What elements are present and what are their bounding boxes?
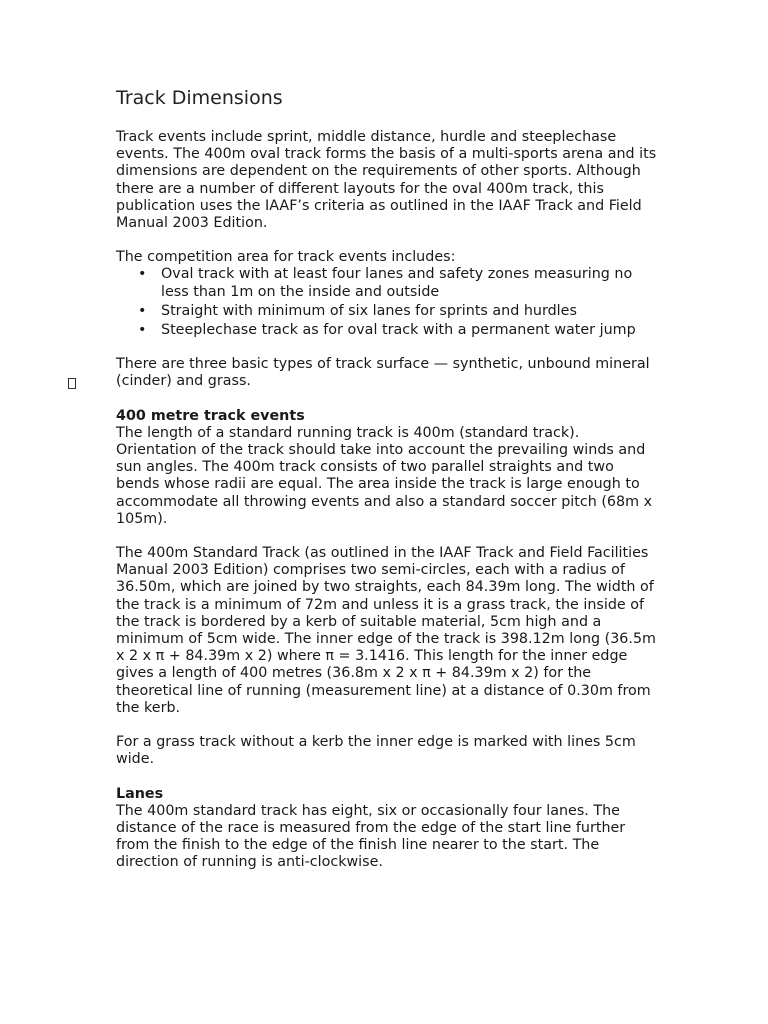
list-item: • Straight with minimum of six lanes for sprints and hurdles <box>116 303 661 320</box>
section-lanes-paragraph-1: The 400m standard track has eight, six or occasionally four lanes. The distance of the race is measured from the edge of the start line further from the finish to the edge of the finish line nearer to the start. The direction of running is anti-clockwise. <box>116 802 626 871</box>
section-400m-paragraph-3: For a grass track without a kerb the inner edge is marked with lines 5cm wide. <box>116 734 636 768</box>
missing-glyph-box <box>68 378 76 389</box>
section-400m-paragraph-1: The length of a standard running track is 400m (standard track). Orientation of the track should take into account the prevailing winds and sun angles. The 400m track consists of two parallel straights and two bends whose radii are equal. The area inside the track is large enough to accommodate all throwing events and also a standard soccer pitch (68m x 105m). <box>116 424 653 527</box>
spacer <box>116 232 661 249</box>
list-item: • Oval track with at least four lanes and safety zones measuring no less than 1m on the inside and outside <box>116 266 661 300</box>
section-heading-lanes: Lanes <box>116 785 164 802</box>
section-heading-400m: 400 metre track events <box>116 407 305 424</box>
surface-paragraph: There are three basic types of track surface — synthetic, unbound mineral (cinder) and grass. <box>116 356 650 390</box>
intro-paragraph: Track events include sprint, middle distance, hurdle and steeplechase events. The 400m oval track forms the basis of a multi-sports arena and its dimensions are dependent on the requirements of other sports. Although there are a number of different layouts for the oval 400m track, this publication uses the IAAF’s criteria as outlined in the IAAF Track and Field Manual 2003 Edition. <box>116 129 657 232</box>
spacer <box>116 769 661 786</box>
competition-list <box>116 266 661 339</box>
page-title: Track Dimensions <box>116 87 283 109</box>
spacer <box>116 391 661 408</box>
section-400m-paragraph-2: The 400m Standard Track (as outlined in the IAAF Track and Field Facilities Manual 2003 Edition) comprises two semi-circles, each with a radius of 36.50m, which are joined by two straights, each 84.39m long. The width of the track is a minimum of 72m and unless it is a grass track, the inside of the track is bordered by a kerb of suitable material, 5cm high and a minimum of 5cm wide. The inner edge of the track is 398.12m long (36.5m x 2 x π + 84.39m x 2) where π = 3.1416. This length for the inner edge gives a length of 400 metres (36.8m x 2 x π + 84.39m x 2) for the theoretical line of running (measurement line) at a distance of 0.30m from the kerb. <box>116 545 656 716</box>
list-item: • Steeplechase track as for oval track with a permanent water jump <box>116 322 661 339</box>
competition-intro: The competition area for track events includes: <box>116 249 456 266</box>
spacer <box>116 341 661 356</box>
spacer <box>116 528 661 545</box>
spacer <box>116 717 661 734</box>
document-page <box>116 86 661 872</box>
